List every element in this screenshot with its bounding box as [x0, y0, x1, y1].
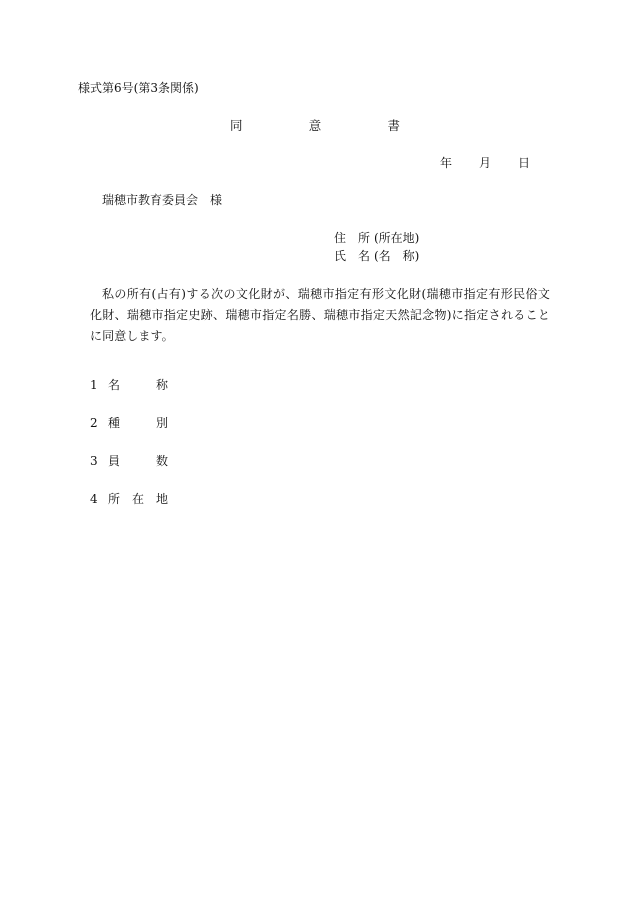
addressee	[102, 192, 222, 208]
label-char: 名	[357, 249, 370, 263]
addressee-name: 瑞穂市教育委員会	[102, 193, 199, 207]
item-label	[108, 453, 168, 491]
address-label	[334, 229, 370, 247]
addressee-honorific: 様	[210, 193, 223, 207]
item-row-name	[90, 377, 168, 415]
applicant-block	[334, 229, 419, 265]
item-number: 2	[90, 416, 98, 430]
date-month: 月	[478, 156, 491, 170]
item-row-location	[90, 491, 168, 529]
item-row-type	[90, 415, 168, 453]
item-row-count	[90, 453, 168, 491]
title-char: 意	[308, 118, 322, 133]
label-char: 氏	[334, 249, 347, 263]
title-char: 同	[230, 118, 243, 133]
name-value: (名 称)	[374, 249, 420, 263]
date-year: 年	[440, 156, 453, 170]
document-title	[230, 118, 400, 134]
label-char: 称	[155, 378, 168, 392]
item-label	[108, 415, 168, 453]
consent-body-text: 私の所有(占有)する次の文化財が、瑞穂市指定有形文化財(瑞穂市指定有形民俗文化財、瑞穂市指定史跡、瑞穂市指定名勝、瑞穂市指定天然記念物)に指定されることに同意します。	[90, 287, 550, 343]
address-value: (所在地)	[374, 231, 420, 245]
item-label	[108, 377, 168, 415]
label-char: 住	[334, 231, 347, 245]
date-day: 日	[517, 156, 530, 170]
name-label	[334, 247, 370, 265]
applicant-name-row	[334, 247, 419, 265]
form-number: 様式第6号(第3条関係)	[78, 81, 199, 95]
label-char: 数	[155, 454, 168, 468]
title-char: 書	[387, 118, 400, 133]
label-char: 地	[155, 492, 168, 506]
applicant-address-row	[334, 229, 419, 247]
item-list	[90, 377, 168, 529]
date-line	[440, 155, 530, 171]
item-number: 3	[90, 454, 98, 468]
label-char: 員	[108, 454, 121, 468]
label-char: 所	[357, 231, 370, 245]
label-char: 別	[155, 416, 168, 430]
label-char: 所	[108, 492, 121, 506]
label-char: 種	[108, 416, 121, 430]
item-number: 4	[90, 492, 98, 506]
item-label	[108, 491, 168, 529]
label-char: 名	[108, 378, 121, 392]
label-char: 在	[131, 492, 144, 506]
item-number: 1	[90, 378, 98, 392]
